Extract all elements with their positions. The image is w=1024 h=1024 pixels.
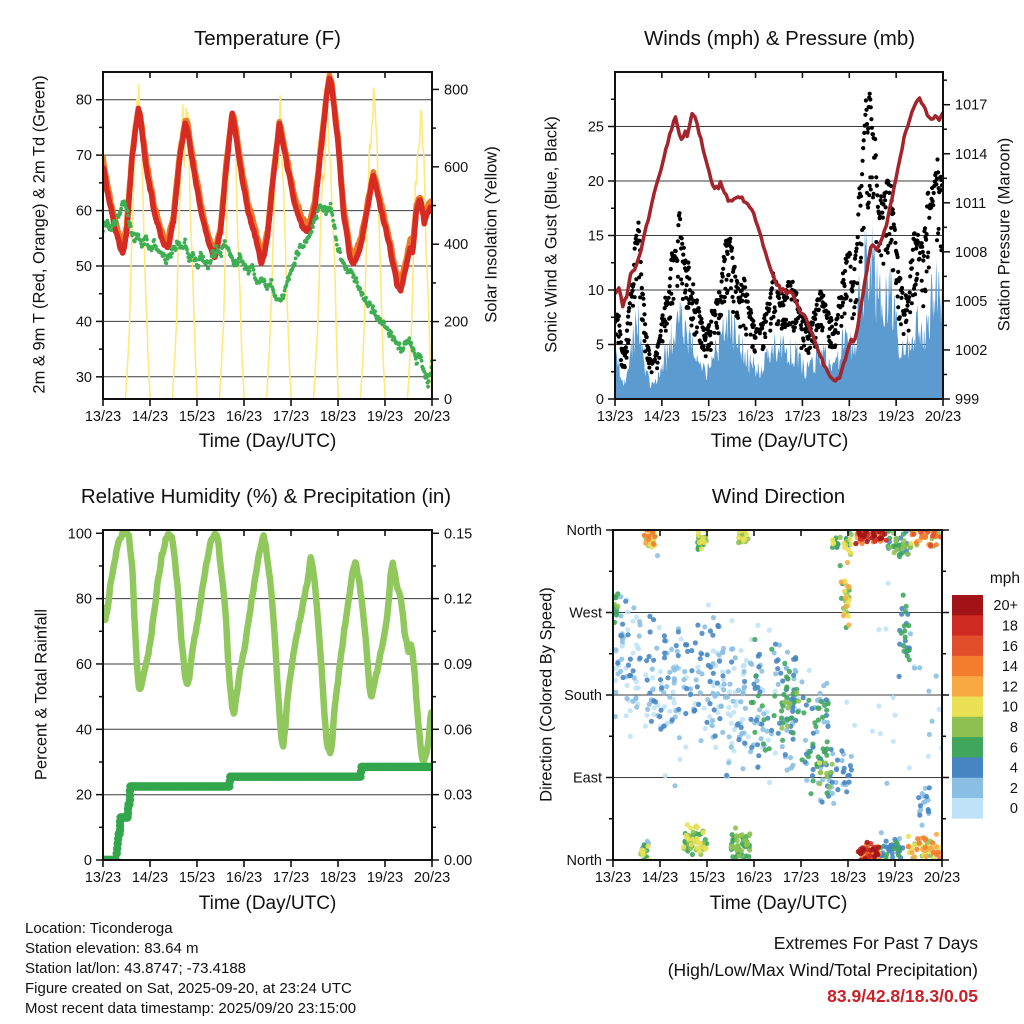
y-tick-label: 50 bbox=[75, 258, 92, 275]
figure-created-timestamp: Figure created on Sat, 2025-09-20, at 23:24 UTC bbox=[25, 980, 352, 997]
y-tick-label: 5 bbox=[595, 337, 604, 354]
x-tick-label: 16/23 bbox=[225, 870, 263, 886]
humidity-title: Relative Humidity (%) & Precipitation (in) bbox=[80, 485, 452, 508]
x-tick-label: 18/23 bbox=[829, 870, 867, 886]
colorbar-swatch bbox=[952, 595, 983, 616]
wind-direction-title: Wind Direction bbox=[711, 485, 846, 508]
colorbar-label: 14 bbox=[1001, 659, 1018, 676]
x-tick-label: 14/23 bbox=[131, 409, 169, 425]
colorbar-label: 8 bbox=[1009, 719, 1018, 736]
y-tick-label: 0 bbox=[83, 853, 92, 869]
y-tick-label: 0.12 bbox=[444, 591, 473, 608]
winds-x-label: Time (Day/UTC) bbox=[710, 431, 849, 452]
extremes-title: Extremes For Past 7 Days bbox=[773, 933, 978, 953]
wind-direction-x-label: Time (Day/UTC) bbox=[709, 893, 848, 914]
y-tick-label: 400 bbox=[444, 237, 469, 254]
colorbar-swatch bbox=[952, 717, 983, 738]
colorbar-label: 0 bbox=[1009, 801, 1018, 818]
x-tick-label: 17/23 bbox=[782, 870, 820, 886]
y-tick-label: South bbox=[564, 688, 602, 704]
x-tick-label: 13/23 bbox=[594, 870, 632, 886]
y-tick-label: 60 bbox=[75, 203, 92, 220]
x-tick-label: 17/23 bbox=[272, 870, 310, 886]
colorbar-label: 20+ bbox=[993, 598, 1018, 615]
wind-direction-left-axis-label: Direction (Colored By Speed) bbox=[537, 587, 556, 802]
x-tick-label: 16/23 bbox=[225, 409, 263, 425]
station-elevation: Station elevation: 83.64 m bbox=[25, 940, 199, 957]
y-tick-label: 20 bbox=[75, 787, 92, 804]
x-tick-label: 15/23 bbox=[688, 870, 726, 886]
y-tick-label: 25 bbox=[587, 119, 604, 136]
x-tick-label: 13/23 bbox=[84, 409, 122, 425]
x-tick-label: 13/23 bbox=[84, 870, 122, 886]
y-tick-label: 0.15 bbox=[444, 526, 473, 543]
x-tick-label: 19/23 bbox=[366, 870, 404, 886]
colorbar-swatch bbox=[952, 636, 983, 657]
y-tick-label: North bbox=[566, 523, 602, 539]
colorbar-swatch bbox=[952, 778, 983, 799]
y-tick-label: 1014 bbox=[955, 146, 988, 163]
colorbar-swatch bbox=[952, 676, 983, 697]
colorbar-label: 2 bbox=[1009, 780, 1018, 797]
y-tick-label: 15 bbox=[587, 228, 604, 245]
colorbar-swatch bbox=[952, 656, 983, 677]
x-tick-label: 15/23 bbox=[178, 409, 216, 425]
y-tick-label: 200 bbox=[444, 314, 469, 331]
x-tick-label: 17/23 bbox=[272, 409, 310, 425]
y-tick-label: 70 bbox=[75, 148, 92, 165]
x-tick-label: 14/23 bbox=[643, 409, 681, 425]
y-tick-label: 1017 bbox=[955, 97, 988, 114]
y-tick-label: 600 bbox=[444, 159, 469, 176]
winds-title: Winds (mph) & Pressure (mb) bbox=[643, 27, 916, 50]
y-tick-label: 40 bbox=[75, 722, 92, 739]
x-tick-label: 16/23 bbox=[735, 870, 773, 886]
y-tick-label: East bbox=[572, 770, 602, 787]
x-tick-label: 19/23 bbox=[366, 409, 404, 425]
y-tick-label: 10 bbox=[587, 283, 604, 299]
extremes-subtitle: (High/Low/Max Wind/Total Precipitation) bbox=[667, 959, 978, 980]
colorbar-label: 10 bbox=[1001, 699, 1018, 716]
x-tick-label: 18/23 bbox=[831, 409, 868, 425]
humidity-line bbox=[103, 532, 431, 761]
x-tick-label: 15/23 bbox=[690, 409, 727, 425]
y-tick-label: 30 bbox=[75, 369, 92, 386]
y-tick-label: 0.06 bbox=[444, 722, 473, 739]
station-location: Location: Ticonderoga bbox=[25, 920, 173, 937]
y-tick-label: 0.03 bbox=[444, 787, 473, 804]
y-tick-label: 1008 bbox=[955, 244, 988, 261]
y-tick-label: 999 bbox=[955, 392, 980, 408]
temperature-series bbox=[101, 75, 434, 399]
colorbar-swatch bbox=[952, 798, 983, 819]
y-tick-label: 80 bbox=[75, 92, 92, 109]
x-tick-label: 14/23 bbox=[131, 870, 169, 886]
y-tick-label: 0.09 bbox=[444, 656, 473, 673]
x-tick-label: 17/23 bbox=[784, 409, 821, 425]
y-tick-label: 1005 bbox=[955, 293, 988, 310]
colorbar-label: 16 bbox=[1001, 638, 1018, 655]
x-tick-label: 19/23 bbox=[876, 870, 914, 886]
y-tick-label: North bbox=[566, 853, 602, 869]
solar-right-axis-label: Solar Insolation (Yellow) bbox=[482, 146, 501, 323]
x-tick-label: 16/23 bbox=[737, 409, 774, 425]
x-tick-label: 15/23 bbox=[178, 870, 216, 886]
x-tick-label: 20/23 bbox=[413, 870, 451, 886]
y-tick-label: 40 bbox=[75, 314, 92, 331]
sonic-wind-area bbox=[615, 225, 943, 399]
colorbar-swatch bbox=[952, 697, 983, 718]
y-tick-label: West bbox=[569, 605, 602, 622]
colorbar-label: 12 bbox=[1001, 679, 1018, 696]
pressure-right-axis-label: Station Pressure (Maroon) bbox=[995, 137, 1014, 332]
y-tick-label: 80 bbox=[75, 591, 92, 608]
x-tick-label: 13/23 bbox=[596, 409, 634, 425]
winds-left-axis-label: Sonic Wind & Gust (Blue, Black) bbox=[542, 116, 561, 353]
colorbar-label: 6 bbox=[1009, 740, 1018, 757]
x-tick-label: 20/23 bbox=[923, 870, 961, 886]
colorbar-swatch bbox=[952, 615, 983, 636]
colorbar-label: 4 bbox=[1009, 760, 1018, 777]
y-tick-label: 0 bbox=[444, 392, 453, 408]
station-latlon: Station lat/lon: 43.8747; -73.4188 bbox=[25, 960, 247, 977]
y-tick-label: 1002 bbox=[955, 342, 988, 359]
y-tick-label: 20 bbox=[587, 174, 604, 190]
x-tick-label: 14/23 bbox=[641, 870, 679, 886]
humidity-x-label: Time (Day/UTC) bbox=[198, 893, 337, 914]
x-tick-label: 18/23 bbox=[319, 870, 357, 886]
station-info-block bbox=[25, 919, 356, 1019]
temperature-x-label: Time (Day/UTC) bbox=[198, 431, 337, 452]
humidity-series bbox=[99, 532, 436, 865]
temperature-title: Temperature (F) bbox=[194, 27, 341, 50]
x-tick-label: 20/23 bbox=[413, 409, 451, 425]
x-tick-label: 18/23 bbox=[319, 409, 357, 425]
humidity-left-axis-label: Percent & Total Rainfall bbox=[32, 608, 51, 781]
y-tick-label: 1011 bbox=[955, 195, 987, 212]
winds-series bbox=[613, 92, 945, 399]
y-tick-label: 0.00 bbox=[444, 853, 473, 869]
x-tick-label: 20/23 bbox=[924, 409, 962, 425]
most-recent-data-timestamp: Most recent data timestamp: 2025/09/20 23:15:00 bbox=[25, 1000, 357, 1017]
y-tick-label: 60 bbox=[75, 656, 92, 673]
colorbar-label: 18 bbox=[1001, 618, 1018, 635]
y-tick-label: 100 bbox=[67, 526, 92, 543]
colorbar-swatch bbox=[952, 757, 983, 778]
colorbar-title: mph bbox=[989, 570, 1020, 587]
y-tick-label: 0 bbox=[595, 392, 604, 408]
colorbar-swatch bbox=[952, 737, 983, 758]
extremes-values: 83.9/42.8/18.3/0.05 bbox=[827, 986, 978, 1006]
y-tick-label: 800 bbox=[444, 82, 469, 99]
temperature-left-axis-label: 2m & 9m T (Red, Orange) & 2m Td (Green) bbox=[30, 75, 49, 394]
x-tick-label: 19/23 bbox=[877, 409, 915, 425]
extremes-block bbox=[598, 930, 978, 1010]
